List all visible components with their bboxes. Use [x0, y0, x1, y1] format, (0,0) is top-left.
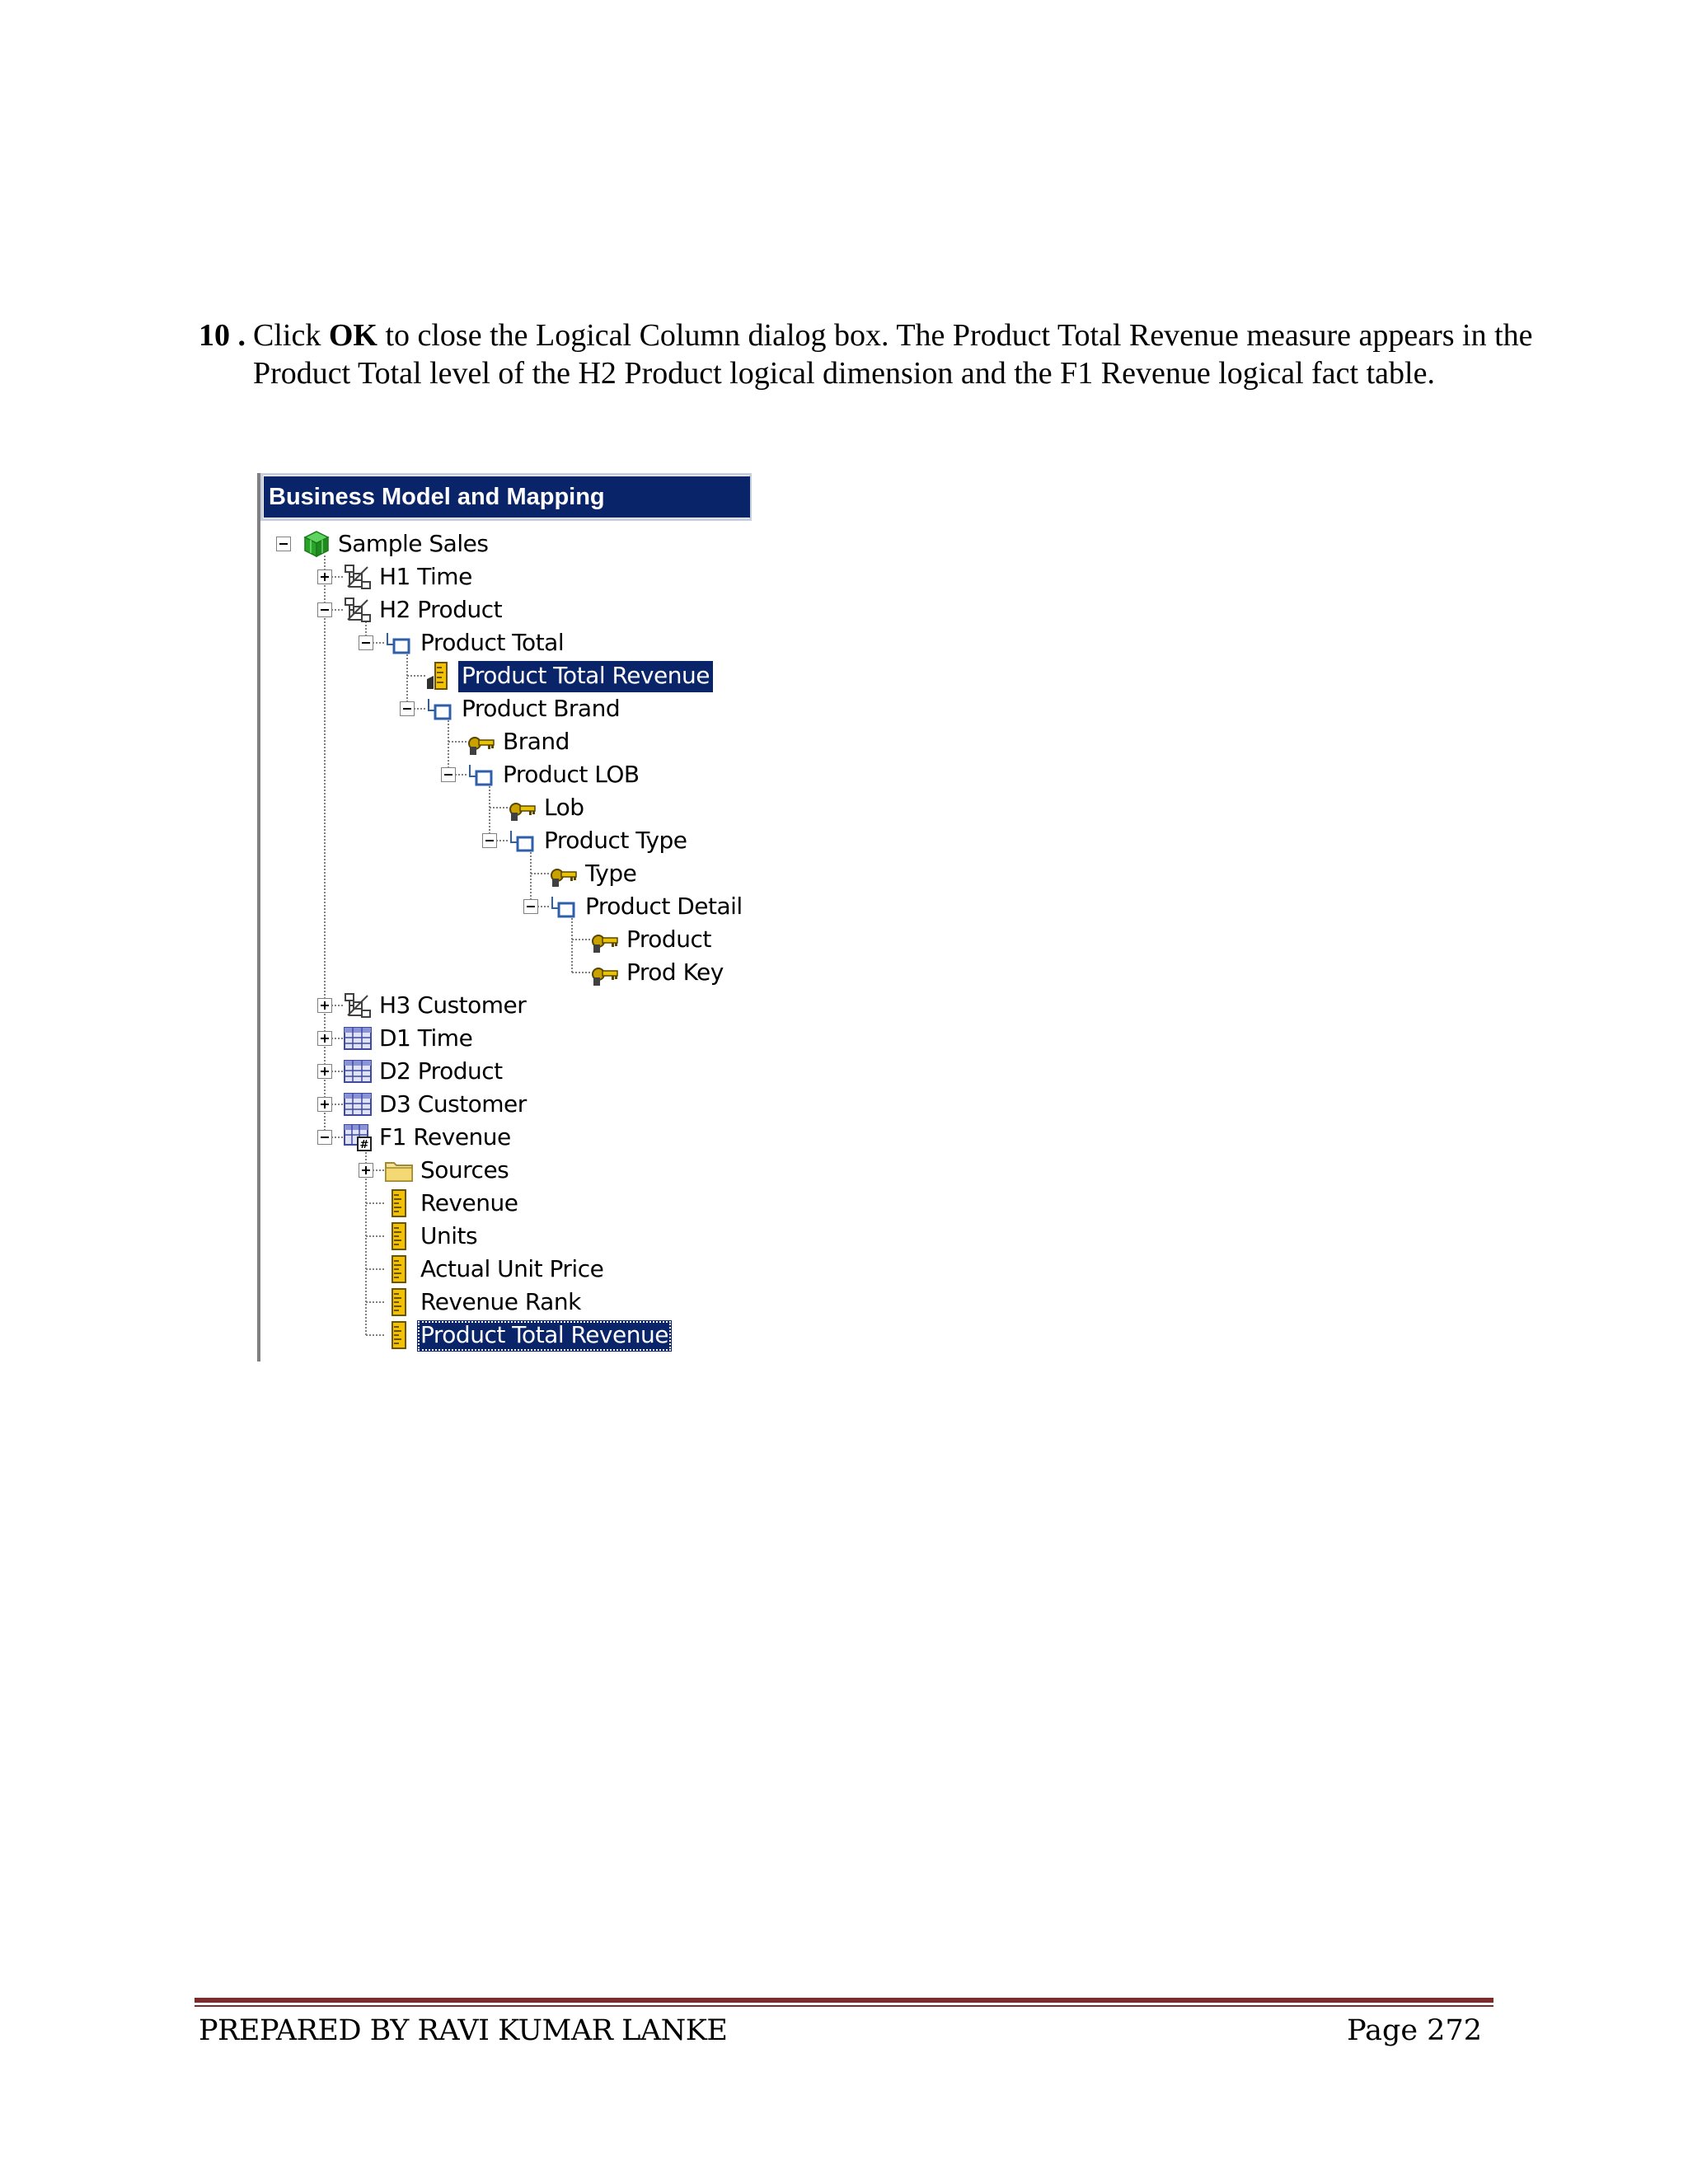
measure-icon	[384, 1287, 414, 1317]
step-text-after: to close the Logical Column dialog box. The Product Total Revenue measure appears in the Product Total level of the H2 Product logical dimension and the F1 Revenue logical fact table.	[253, 318, 1533, 391]
level-icon	[384, 628, 414, 658]
footer-author: PREPARED BY RAVI KUMAR LANKE	[199, 2014, 728, 2047]
tree-node-label[interactable]: Product	[626, 926, 711, 953]
panel-title: Business Model and Mapping	[264, 476, 750, 518]
expand-toggle[interactable]	[317, 1064, 332, 1079]
instruction-step	[199, 316, 1550, 392]
collapse-toggle[interactable]	[317, 1130, 332, 1145]
tree-node-label[interactable]: D2 Product	[379, 1057, 503, 1085]
tree-node-label[interactable]: Revenue Rank	[420, 1288, 581, 1315]
table-icon	[343, 1057, 373, 1086]
cube-icon	[302, 529, 331, 559]
measure-icon	[384, 1254, 414, 1284]
fact-table-icon	[343, 1122, 373, 1152]
tree-node-label[interactable]: Product Brand	[462, 695, 621, 722]
svg-text:#: #	[359, 1139, 369, 1151]
key-icon	[590, 925, 620, 954]
table-icon	[343, 1024, 373, 1053]
collapse-toggle[interactable]	[441, 767, 456, 782]
tree-node-label[interactable]: Brand	[503, 728, 570, 755]
step-text-before: Click	[253, 318, 329, 353]
measure-icon	[384, 1320, 414, 1350]
expand-toggle[interactable]	[317, 1031, 332, 1046]
tree-node-label[interactable]: H3 Customer	[379, 991, 527, 1019]
tree-node-label[interactable]: D3 Customer	[379, 1090, 527, 1118]
expand-toggle[interactable]	[317, 998, 332, 1013]
tree-node-label[interactable]: Product Detail	[585, 893, 743, 920]
hierarchy-icon	[343, 595, 373, 625]
tree-node-label[interactable]: H2 Product	[379, 596, 503, 623]
key-icon	[590, 958, 620, 987]
tree-node-label[interactable]: D1 Time	[379, 1024, 473, 1052]
collapse-toggle[interactable]	[523, 899, 538, 914]
step-text-bold: OK	[328, 318, 377, 353]
business-model-panel	[257, 473, 752, 1361]
tree-node-label[interactable]: Sources	[420, 1156, 509, 1183]
hierarchy-icon	[343, 562, 373, 592]
level-icon	[549, 892, 579, 921]
collapse-toggle[interactable]	[359, 635, 373, 650]
level-icon	[467, 760, 496, 790]
measure-key-icon	[425, 661, 455, 691]
step-number: 10 .	[199, 318, 246, 353]
collapse-toggle[interactable]	[400, 701, 415, 716]
tree-node-label[interactable]: H1 Time	[379, 563, 472, 590]
footer-rule-thin	[195, 2005, 1493, 2007]
expand-toggle[interactable]	[317, 569, 332, 584]
expand-toggle[interactable]	[359, 1163, 373, 1178]
key-icon	[508, 793, 537, 823]
collapse-toggle[interactable]	[482, 833, 497, 848]
collapse-toggle[interactable]	[317, 602, 332, 617]
tree-node-label[interactable]: Product Total Revenue	[417, 1320, 672, 1352]
tree-node-label[interactable]: Prod Key	[626, 958, 724, 986]
footer-page-number: Page 272	[1347, 2014, 1482, 2047]
business-model-tree	[260, 473, 752, 1361]
tree-node-label[interactable]: Product Type	[544, 827, 687, 854]
tree-node-label[interactable]: Units	[420, 1222, 478, 1249]
measure-icon	[384, 1188, 414, 1218]
tree-node-label[interactable]: Sample Sales	[338, 530, 489, 557]
tree-node-label[interactable]: Product Total	[420, 629, 565, 656]
folder-icon	[384, 1155, 414, 1185]
tree-node-label[interactable]: Type	[585, 860, 637, 887]
tree-node-label[interactable]: Product LOB	[503, 761, 640, 788]
key-icon	[467, 727, 496, 757]
tree-node-label[interactable]: Lob	[544, 794, 584, 821]
tree-node-label[interactable]: Revenue	[420, 1189, 518, 1216]
tree-node-label[interactable]: Product Total Revenue	[458, 661, 713, 692]
key-icon	[549, 859, 579, 888]
tree-node-label[interactable]: Actual Unit Price	[420, 1255, 604, 1282]
step-text	[253, 316, 1550, 392]
measure-icon	[384, 1221, 414, 1251]
tree-node-label[interactable]: F1 Revenue	[379, 1123, 511, 1151]
footer-rule	[195, 1998, 1493, 2003]
expand-toggle[interactable]	[317, 1097, 332, 1112]
collapse-toggle[interactable]	[276, 537, 291, 551]
level-icon	[425, 694, 455, 724]
table-icon	[343, 1090, 373, 1119]
hierarchy-icon	[343, 991, 373, 1020]
level-icon	[508, 826, 537, 855]
